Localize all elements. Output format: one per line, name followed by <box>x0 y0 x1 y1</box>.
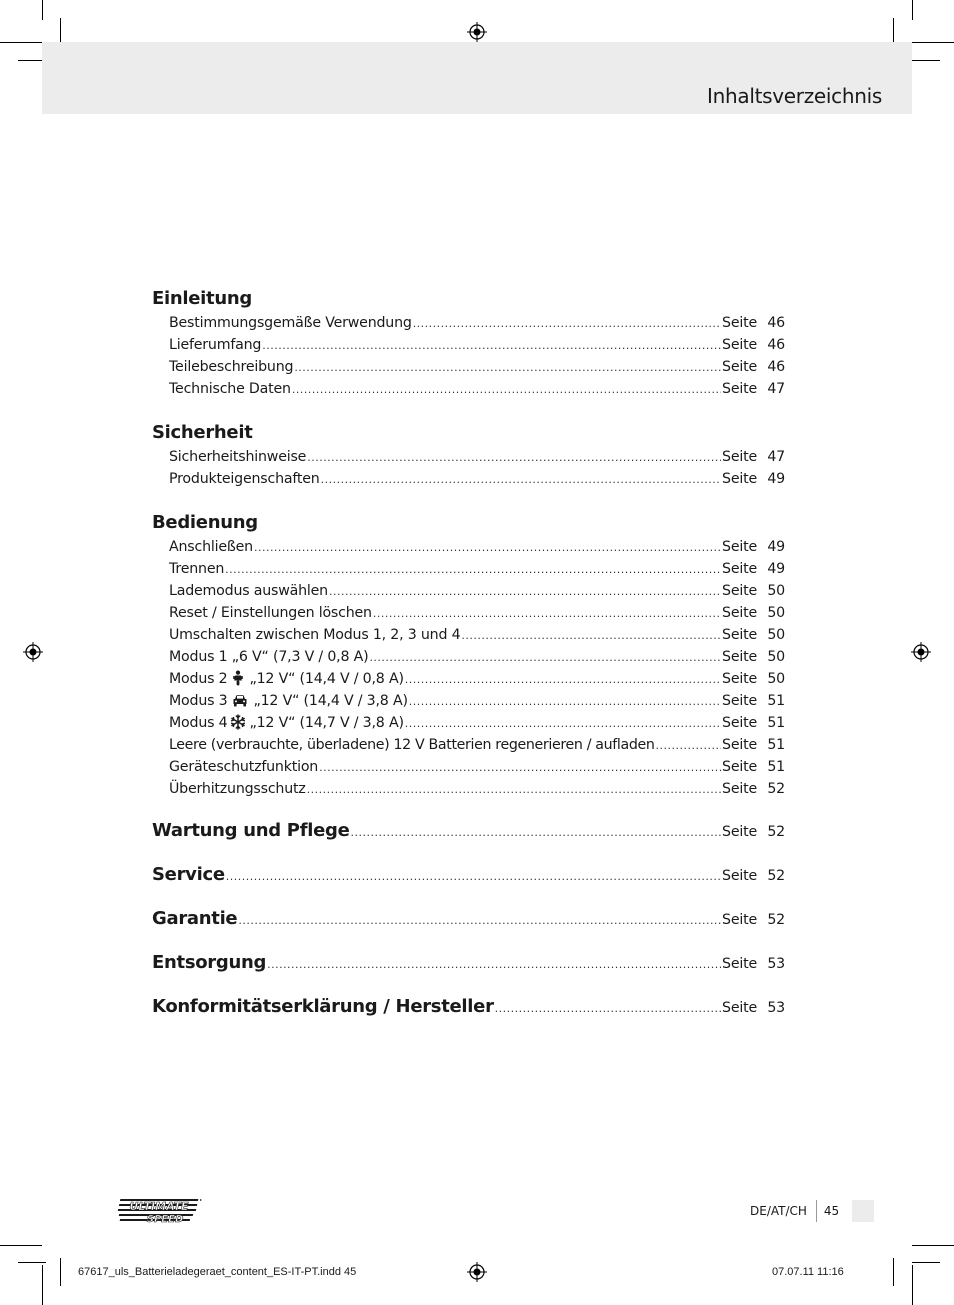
seite-label: Seite <box>722 561 757 577</box>
section-heading: Wartung und Pflege <box>152 820 350 841</box>
section-heading: Entsorgung <box>152 952 267 973</box>
print-slug-datetime: 07.07.11 11:16 <box>772 1266 844 1278</box>
registration-mark-icon <box>467 22 487 42</box>
crop-mark <box>912 42 954 43</box>
leader-dots <box>307 779 721 801</box>
page-reference <box>722 778 785 800</box>
crop-mark <box>912 1262 940 1263</box>
mode-prefix: Modus 3 <box>169 693 228 709</box>
page-reference <box>722 334 785 356</box>
toc-entry-label <box>169 712 404 734</box>
page-number: 51 <box>767 759 785 775</box>
crop-mark <box>893 1258 894 1286</box>
crop-mark <box>912 1245 954 1246</box>
crop-mark <box>42 1265 43 1305</box>
toc-entry[interactable] <box>152 312 785 334</box>
section-heading: Sicherheit <box>152 422 253 443</box>
page-number: 51 <box>767 737 785 753</box>
toc-entry[interactable] <box>152 536 785 558</box>
toc-entry-label: Lieferumfang <box>169 337 262 353</box>
seite-label: Seite <box>722 1000 757 1016</box>
leader-dots <box>495 996 721 1022</box>
toc-entry[interactable] <box>152 712 785 734</box>
logo-text-top: ULTIMATE <box>129 1200 189 1213</box>
leader-dots <box>262 335 721 357</box>
toc-entry-label: Geräteschutzfunktion <box>169 759 319 775</box>
toc-entry-label: Trennen <box>169 561 225 577</box>
section-heading: Konformitätserklärung / Hersteller <box>152 996 494 1017</box>
toc-top-entry[interactable] <box>152 994 785 1038</box>
registration-mark-icon <box>467 1262 487 1282</box>
car-icon <box>230 692 250 708</box>
page-reference <box>722 312 785 334</box>
page-title: Inhaltsverzeichnis <box>707 84 882 108</box>
toc-entry[interactable] <box>152 646 785 668</box>
page-number: 50 <box>767 605 785 621</box>
page-number: 52 <box>767 868 785 884</box>
seite-label: Seite <box>722 956 757 972</box>
leader-dots <box>405 669 721 691</box>
page-number: 52 <box>767 912 785 928</box>
toc-entry-label <box>169 668 404 690</box>
toc-entry[interactable] <box>152 778 785 800</box>
toc-entry[interactable] <box>152 334 785 356</box>
page-number: 47 <box>767 449 785 465</box>
toc-entry-label: Sicherheitshinweise <box>169 449 307 465</box>
toc-entry-label: Teilebeschreibung <box>169 359 294 375</box>
country-codes: DE/AT/CH <box>750 1200 817 1222</box>
toc-entry[interactable] <box>152 734 785 756</box>
motorcycle-icon <box>230 670 246 686</box>
leader-dots <box>656 735 721 757</box>
leader-dots <box>461 625 721 647</box>
page-number: 53 <box>767 1000 785 1016</box>
toc-entry-label: Technische Daten <box>169 381 291 397</box>
toc-entry[interactable] <box>152 602 785 624</box>
seite-label: Seite <box>722 583 757 599</box>
toc-top-entry[interactable] <box>152 906 785 950</box>
leader-dots <box>413 313 721 335</box>
section-heading: Einleitung <box>152 288 252 309</box>
leader-dots <box>373 603 721 625</box>
section-heading: Service <box>152 864 225 885</box>
logo-text-bottom: SPEED <box>146 1214 184 1225</box>
leader-dots <box>409 691 721 713</box>
seite-label: Seite <box>722 781 757 797</box>
seite-label: Seite <box>722 337 757 353</box>
page-number: 46 <box>767 337 785 353</box>
page-number: 45 <box>823 1204 840 1218</box>
toc-entry[interactable] <box>152 446 785 468</box>
page-reference <box>722 646 785 668</box>
ultimate-speed-logo <box>113 1196 203 1228</box>
toc-entry-label: Anschließen <box>169 539 253 555</box>
crop-mark <box>912 60 940 61</box>
page-number: 49 <box>767 561 785 577</box>
page-reference <box>722 863 785 889</box>
toc-entry[interactable] <box>152 756 785 778</box>
footer-grey-box <box>852 1200 874 1222</box>
leader-dots <box>254 537 721 559</box>
page-number: 46 <box>767 315 785 331</box>
toc-section-sicherheit <box>152 420 785 490</box>
seite-label: Seite <box>722 627 757 643</box>
toc-entry-label: Produkteigenschaften <box>169 471 320 487</box>
toc-top-entry[interactable] <box>152 950 785 994</box>
toc-entry[interactable] <box>152 668 785 690</box>
registration-mark-icon <box>911 642 931 662</box>
seite-label: Seite <box>722 759 757 775</box>
page-reference <box>722 558 785 580</box>
mode-prefix: Modus 2 <box>169 671 228 687</box>
crop-mark <box>42 0 43 20</box>
leader-dots <box>369 647 721 669</box>
registration-mark-icon <box>23 642 43 662</box>
page-number: 49 <box>767 539 785 555</box>
page-reference <box>722 995 785 1021</box>
toc-entry-label <box>169 690 408 712</box>
seite-label: Seite <box>722 359 757 375</box>
page-reference <box>722 378 785 400</box>
toc-entry-label: Überhitzungsschutz <box>169 781 306 797</box>
toc-entry[interactable] <box>152 378 785 400</box>
toc-entry-label: Reset / Einstellungen löschen <box>169 605 372 621</box>
page-reference <box>722 819 785 845</box>
leader-dots <box>238 908 721 934</box>
crop-mark <box>912 1265 913 1305</box>
section-heading: Bedienung <box>152 512 258 533</box>
seite-label: Seite <box>722 671 757 687</box>
page-number: 50 <box>767 583 785 599</box>
toc-entry-label: Bestimmungsgemäße Verwendung <box>169 315 412 331</box>
toc-section-einleitung <box>152 286 785 400</box>
seite-label: Seite <box>722 737 757 753</box>
toc-entry-label: Modus 1 „6 V“ (7,3 V / 0,8 A) <box>169 649 369 665</box>
page-reference <box>722 756 785 778</box>
print-slug-filename: 67617_uls_Batterieladegeraet_content_ES-IT-PT.indd 45 <box>78 1266 357 1278</box>
seite-label: Seite <box>722 868 757 884</box>
toc-entry[interactable] <box>152 558 785 580</box>
toc-entry[interactable] <box>152 580 785 602</box>
page-number: 51 <box>767 693 785 709</box>
crop-mark <box>0 42 42 43</box>
seite-label: Seite <box>722 449 757 465</box>
toc-entry[interactable] <box>152 624 785 646</box>
seite-label: Seite <box>722 824 757 840</box>
seite-label: Seite <box>722 715 757 731</box>
page-reference <box>722 468 785 490</box>
leader-dots <box>405 713 721 735</box>
page-reference <box>722 356 785 378</box>
page-number: 49 <box>767 471 785 487</box>
toc-entry[interactable] <box>152 356 785 378</box>
seite-label: Seite <box>722 315 757 331</box>
page-reference <box>722 951 785 977</box>
page-reference <box>722 580 785 602</box>
page-reference <box>722 668 785 690</box>
leader-dots <box>319 757 721 779</box>
page-reference <box>722 690 785 712</box>
page-footer <box>750 1200 874 1222</box>
seite-label: Seite <box>722 912 757 928</box>
seite-label: Seite <box>722 649 757 665</box>
seite-label: Seite <box>722 693 757 709</box>
page-number: 52 <box>767 824 785 840</box>
toc-entry[interactable] <box>152 690 785 712</box>
toc-top-entry[interactable] <box>152 862 785 906</box>
mode-spec: „12 V“ (14,4 V / 0,8 A) <box>249 671 404 687</box>
page-number: 51 <box>767 715 785 731</box>
toc-entry-label: Lademodus auswählen <box>169 583 328 599</box>
leader-dots <box>321 469 721 491</box>
crop-mark <box>912 0 913 20</box>
leader-dots <box>226 864 721 890</box>
table-of-contents <box>152 286 785 1038</box>
page-number: 50 <box>767 649 785 665</box>
leader-dots <box>292 379 721 401</box>
leader-dots <box>351 820 722 846</box>
toc-section-bedienung <box>152 510 785 800</box>
page-number: 52 <box>767 781 785 797</box>
leader-dots <box>267 952 721 978</box>
toc-top-entry[interactable] <box>152 818 785 862</box>
leader-dots <box>307 447 721 469</box>
leader-dots <box>329 581 721 603</box>
toc-entry[interactable] <box>152 468 785 490</box>
page-number: 53 <box>767 956 785 972</box>
page-reference <box>722 712 785 734</box>
page-reference <box>722 602 785 624</box>
page-reference <box>722 907 785 933</box>
page-number: 50 <box>767 627 785 643</box>
leader-dots <box>294 357 721 379</box>
page-reference <box>722 624 785 646</box>
crop-mark <box>60 1258 61 1286</box>
mode-prefix: Modus 4 <box>169 715 228 731</box>
page-number: 50 <box>767 671 785 687</box>
seite-label: Seite <box>722 471 757 487</box>
crop-mark <box>0 1245 42 1246</box>
crop-mark <box>18 1262 46 1263</box>
section-heading: Garantie <box>152 908 238 929</box>
mode-spec: „12 V“ (14,4 V / 3,8 A) <box>253 693 408 709</box>
snowflake-icon <box>230 714 246 730</box>
seite-label: Seite <box>722 539 757 555</box>
leader-dots <box>225 559 721 581</box>
seite-label: Seite <box>722 381 757 397</box>
page-reference <box>722 734 785 756</box>
seite-label: Seite <box>722 605 757 621</box>
toc-entry-label: Umschalten zwischen Modus 1, 2, 3 und 4 <box>169 627 461 643</box>
page-reference <box>722 446 785 468</box>
page-number: 47 <box>767 381 785 397</box>
page-number: 46 <box>767 359 785 375</box>
mode-spec: „12 V“ (14,7 V / 3,8 A) <box>249 715 404 731</box>
toc-entry-label: Leere (verbrauchte, überladene) 12 V Batterien regenerieren / aufladen <box>169 737 655 753</box>
page-reference <box>722 536 785 558</box>
